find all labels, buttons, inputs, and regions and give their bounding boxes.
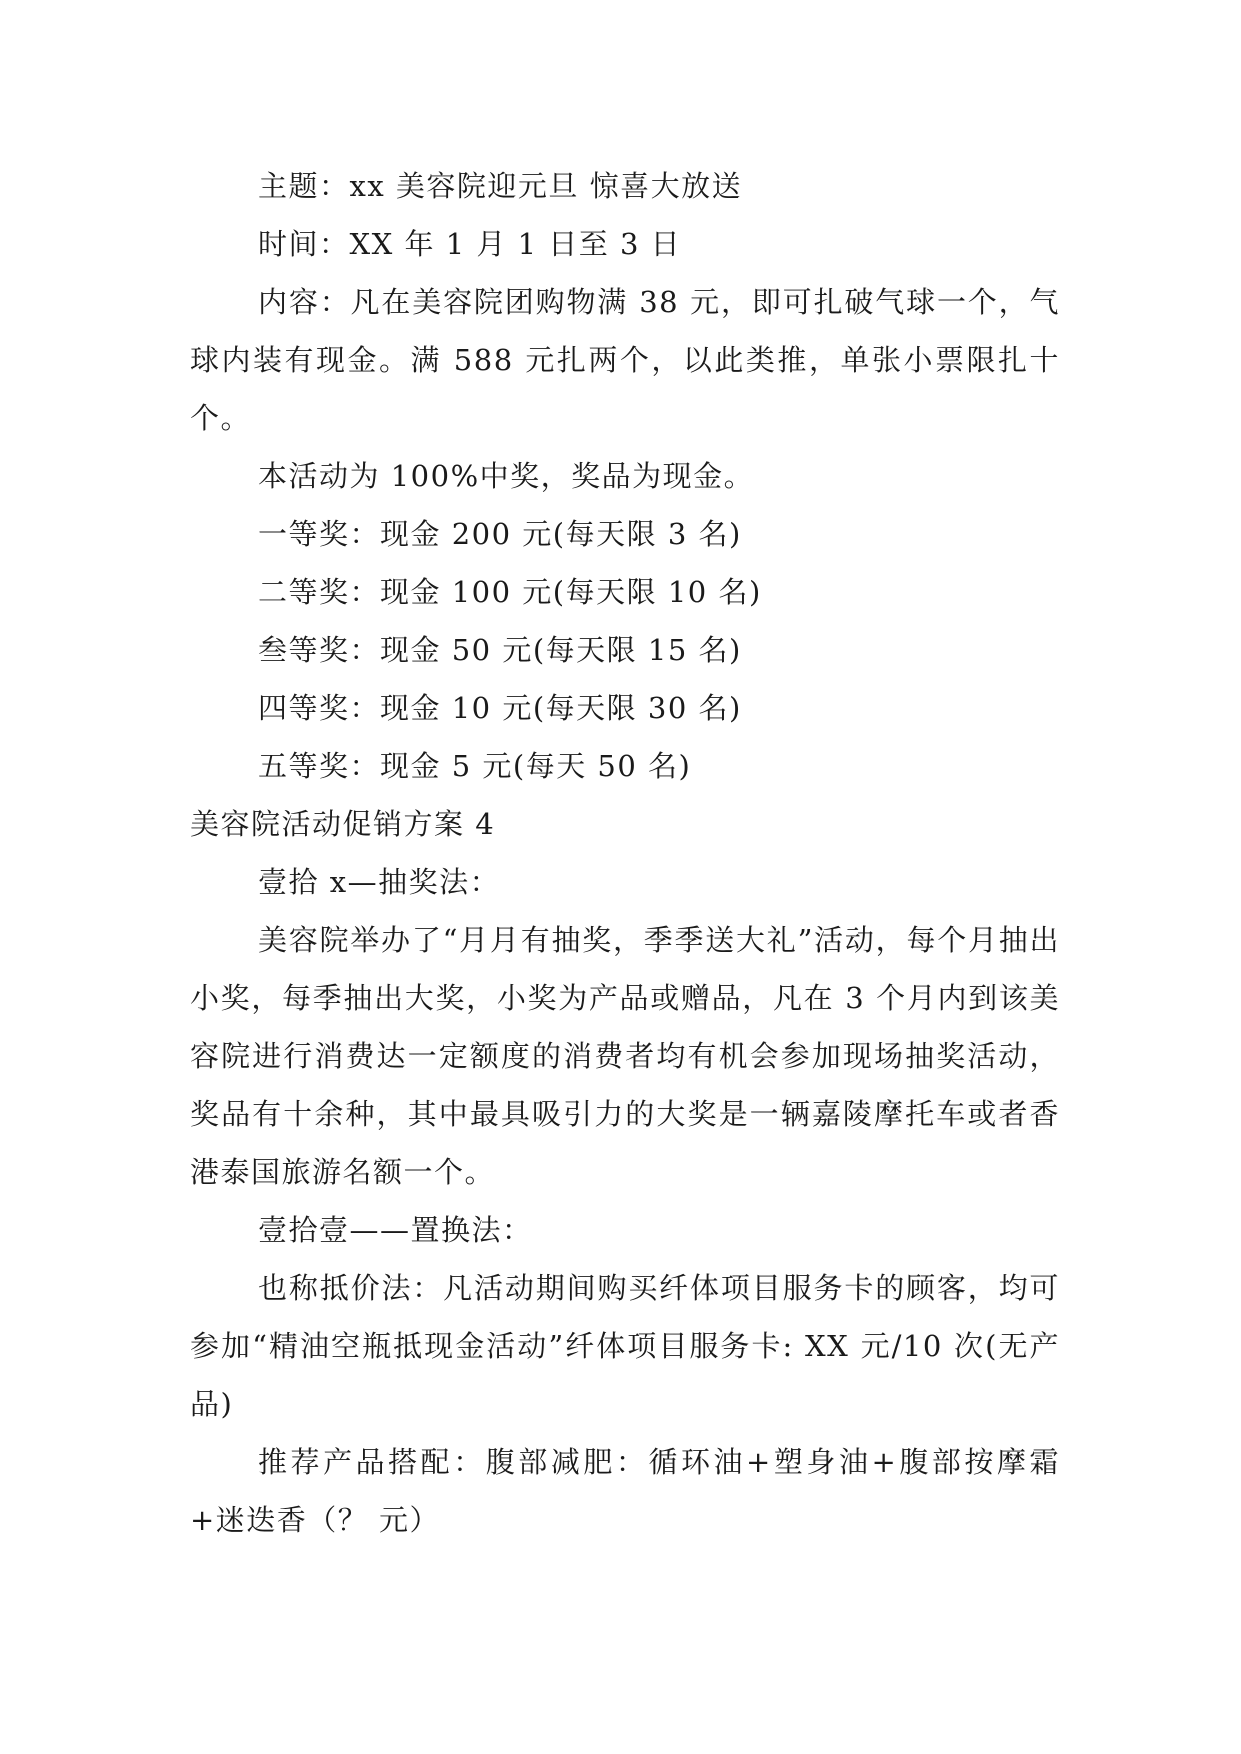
paragraph-first-prize: 一等奖：现金 200 元(每天限 3 名) (258, 517, 742, 551)
paragraph-time: 时间：XX 年 1 月 1 日至 3 日 (258, 227, 682, 261)
paragraph-theme: 主题：xx 美容院迎元旦 惊喜大放送 (258, 169, 743, 203)
paragraph-exchange-title: 壹拾壹——置换法： (258, 1213, 533, 1247)
paragraph-second-prize: 二等奖：现金 100 元(每天限 10 名) (258, 575, 762, 609)
paragraph-fourth-prize: 四等奖：现金 10 元(每天限 30 名) (258, 691, 742, 725)
paragraph-lottery-body: 美容院举办了“月月有抽奖，季季送大礼”活动，每个月抽出小奖，每季抽出大奖，小奖为产品或赠品，凡在 3 个月内到该美容院进行消费达一定额度的消费者均有机会参加现场抽奖活动，奖品有十余种，其中最具吸引力的大奖是一辆嘉陵摩托车或者香港泰国旅游名额一个。 (190, 923, 1060, 1189)
paragraph-prize-note: 本活动为 100%中奖，奖品为现金。 (258, 459, 755, 493)
paragraph-lottery-title: 壹拾 x—抽奖法： (258, 865, 501, 899)
paragraph-fifth-prize: 五等奖：现金 5 元(每天 50 名) (258, 749, 692, 783)
paragraph-third-prize: 叁等奖：现金 50 元(每天限 15 名) (258, 633, 742, 667)
paragraph-exchange-body: 也称抵价法：凡活动期间购买纤体项目服务卡的顾客，均可参加“精油空瓶抵现金活动”纤体项目服务卡: XX 元/10 次(无产品) (190, 1271, 1060, 1421)
paragraph-content: 内容：凡在美容院团购物满 38 元，即可扎破气球一个，气球内装有现金。满 588 元扎两个，以此类推，单张小票限扎十个。 (190, 285, 1060, 435)
document-body (190, 157, 1060, 1549)
section-heading: 美容院活动促销方案 4 (190, 807, 496, 841)
paragraph-product-recommendation: 推荐产品搭配：腹部减肥：循环油+塑身油+腹部按摩霜+迷迭香（？ 元） (190, 1445, 1060, 1537)
